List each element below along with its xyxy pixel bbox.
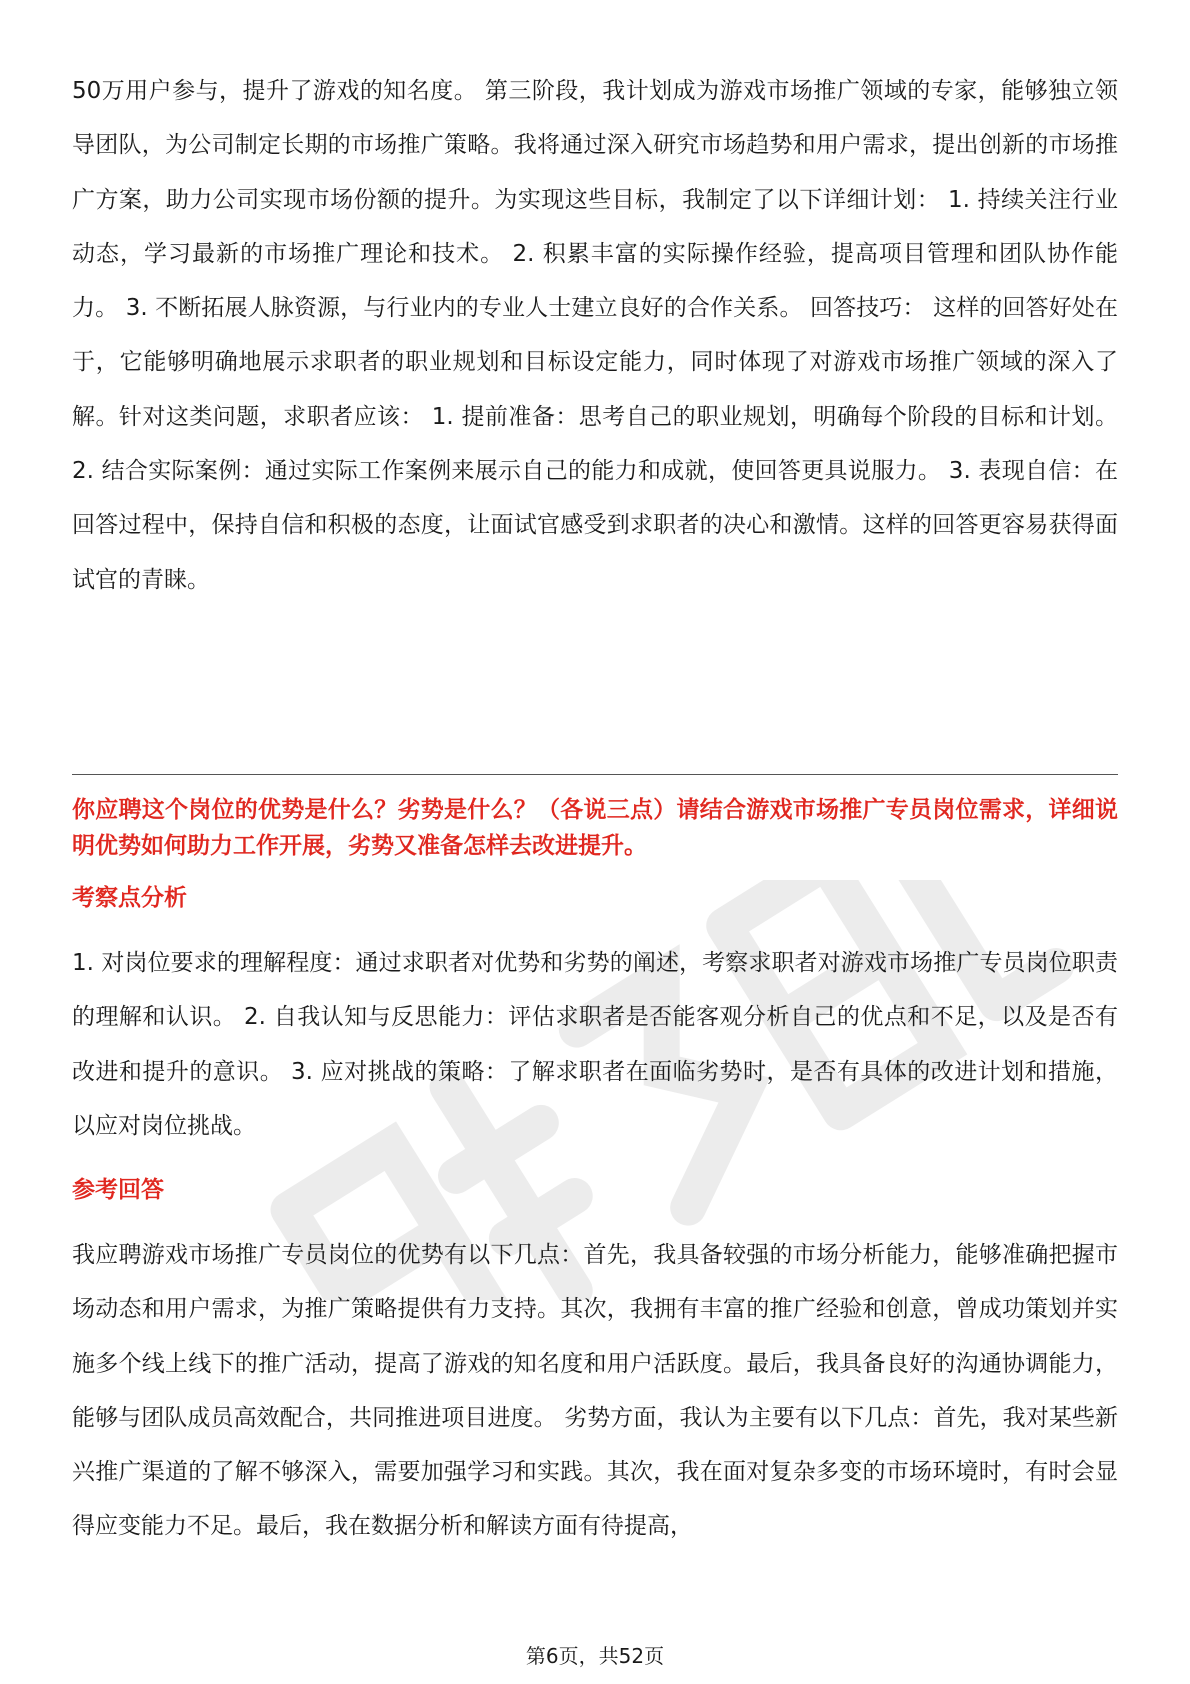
page-footer: 第6页，共52页	[525, 1644, 665, 1668]
answer-text: 我应聘游戏市场推广专员岗位的优势有以下几点：首先，我具备较强的市场分析能力，能够准确把握市场动态和用户需求，为推广策略提供有力支持。其次，我拥有丰富的推广经验和创意，曾成功策划并实施多个线上线下的推广活动，提高了游戏的知名度和用户活跃度。最后，我具备良好的沟通协调能力，能够与团队成员高效配合，共同推进项目进度。 劣势方面，我认为主要有以下几点：首先，我对某些新兴推广渠道的了解不够深入，需要加强学习和实践。其次，我在面对复杂多变的市场环境时，有时会显得应变能力不足。最后，我在数据分析和解读方面有待提高，	[72, 1242, 1118, 1540]
intro-paragraph: 50万用户参与，提升了游戏的知名度。 第三阶段，我计划成为游戏市场推广领域的专家，能够独立领导团队，为公司制定长期的市场推广策略。我将通过深入研究市场趋势和用户需求，提出创新的市场推广方案，助力公司实现市场份额的提升。为实现这些目标，我制定了以下详细计划： 1. 持续关注行业动态，学习最新的市场推广理论和技术。 2. 积累丰富的实际操作经验，提高项目管理和团队协作能力。 3. 不断拓展人脉资源，与行业内的专业人士建立良好的合作关系。 回答技巧： 这样的回答好处在于，它能够明确地展示求职者的职业规划和目标设定能力，同时体现了对游戏市场推广领域的深入了解。针对这类问题，求职者应该： 1. 提前准备：思考自己的职业规划，明确每个阶段的目标和计划。 2. 结合实际案例：通过实际工作案例来展示自己的能力和成就，使回答更具说服力。 3. 表现自信：在回答过程中，保持自信和积极的态度，让面试官感受到求职者的决心和激情。这样的回答更容易获得面试官的青睐。	[72, 78, 1118, 593]
question-title: 你应聘这个岗位的优势是什么？劣势是什么？（各说三点）请结合游戏市场推广专员岗位需求，详细说明优势如何助力工作开展，劣势又准备怎样去改进提升。	[72, 797, 1118, 859]
analysis-heading: 考察点分析	[72, 885, 187, 911]
section-divider	[72, 774, 1118, 775]
analysis-section	[72, 936, 1118, 1153]
answer-heading: 参考回答	[72, 1177, 164, 1203]
answer-section	[72, 1228, 1118, 1554]
intro-section	[72, 64, 1118, 607]
analysis-text: 1. 对岗位要求的理解程度：通过求职者对优势和劣势的阐述，考察求职者对游戏市场推广专员岗位职责的理解和认识。 2. 自我认知与反思能力：评估求职者是否能客观分析自己的优点和不足，以及是否有改进和提升的意识。 3. 应对挑战的策略：了解求职者在面临劣势时，是否有具体的改进计划和措施，以应对岗位挑战。	[72, 950, 1118, 1139]
